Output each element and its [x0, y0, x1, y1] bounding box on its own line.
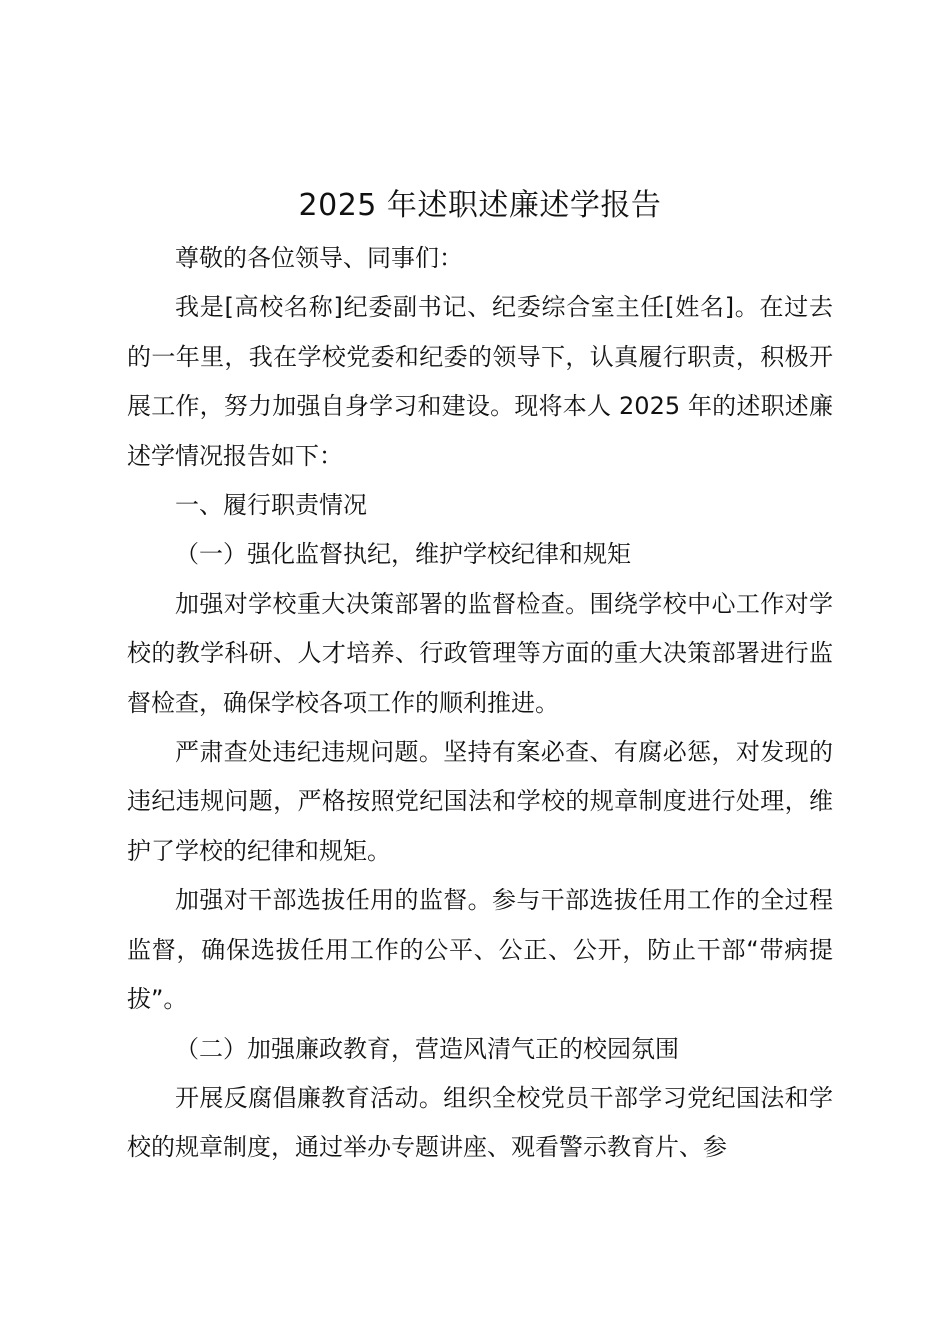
- document-title: 2025 年述职述廉述学报告: [298, 188, 662, 223]
- subsection-heading-1: （一）强化监督执纪，维护学校纪律和规矩: [175, 540, 631, 569]
- body-paragraph: 加强对学校重大决策部署的监督检查。围绕学校中心工作对学校的教学科研、人才培养、行政管理等方面的重大决策部署进行监督检查，确保学校各项工作的顺利推进。: [127, 589, 833, 717]
- body-paragraph: 严肃查处违纪违规问题。坚持有案必查、有腐必惩，对发现的违纪违规问题，严格按照党纪国法和学校的规章制度进行处理，维护了学校的纪律和规矩。: [127, 738, 833, 865]
- subsection-heading-2: （二）加强廉政教育，营造风清气正的校园氛围: [175, 1034, 679, 1063]
- document-body: [127, 178, 833, 1173]
- body-paragraph: 加强对干部选拔任用的监督。参与干部选拔任用工作的全过程监督，确保选拔任用工作的公平、公正、公开，防止干部“带病提拔”。: [127, 886, 833, 1014]
- salutation: 尊敬的各位领导、同事们：: [175, 244, 463, 272]
- section-heading-1: 一、履行职责情况: [175, 491, 367, 520]
- intro-paragraph: 我是[高校名称]纪委副书记、纪委综合室主任[姓名]。在过去的一年里，我在学校党委和纪委的领导下，认真履行职责，积极开展工作，努力加强自身学习和建设。现将本人 2025 年的述职述廉述学情况报告如下：: [127, 293, 833, 470]
- body-paragraph: 开展反腐倡廉教育活动。组织全校党员干部学习党纪国法和学校的规章制度，通过举办专题讲座、观看警示教育片、参: [127, 1083, 833, 1162]
